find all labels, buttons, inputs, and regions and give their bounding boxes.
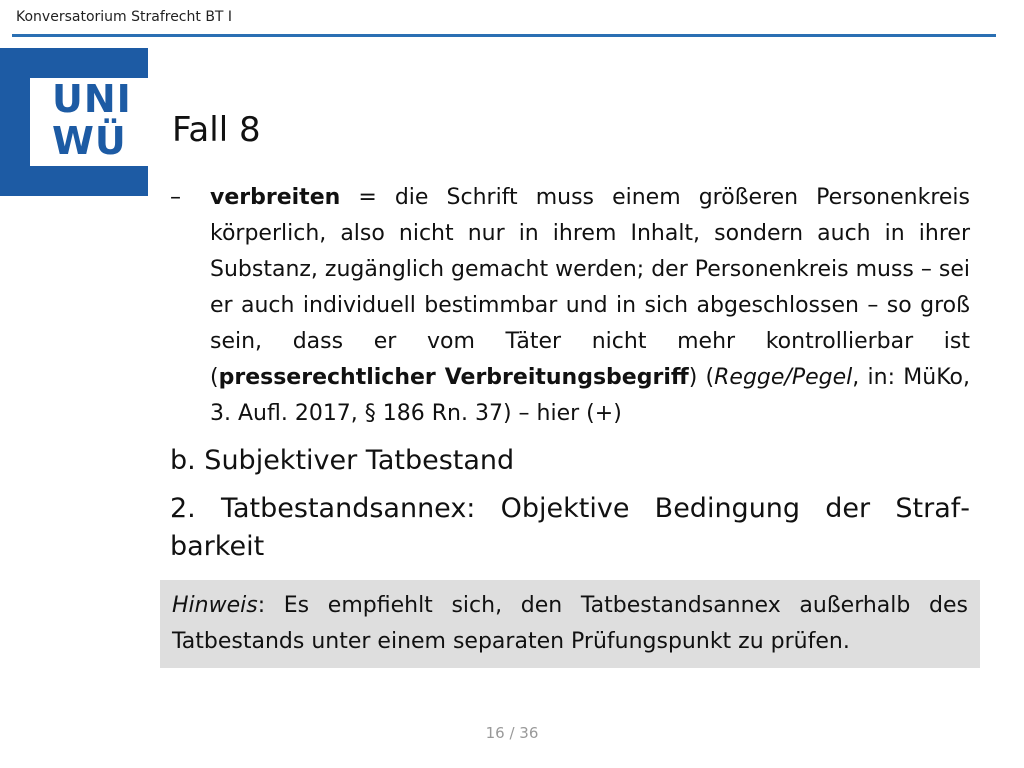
citation-open: ) ( [688,365,715,390]
term-verbreiten: verbreiten [210,185,341,210]
logo-text [52,78,148,162]
logo-line-1: UNI [52,77,132,121]
bullet-text [210,180,970,432]
header-title: Konversatorium Strafrecht BT I [16,9,233,25]
note-label: Hinweis [172,593,258,618]
header-divider [12,34,996,37]
citation-text: , in: MüKo, 3. Aufl. 2017, § 186 Rn. 37) – hier (+) [210,365,970,426]
definition-text: = die Schrift muss einem größeren Personenkreis körperlich, also nicht nur in ihrem Inhalt, sondern auch in ihrer Substanz, zugänglich gemacht werden; der Personenkreis muss – sei er auch individuell bestimmbar und in sich abgeschlossen – so groß sein, dass er vom Täter nicht mehr kontrollierbar ist ( [210,185,970,390]
slide-title: Fall 8 [172,110,261,150]
term-verbreitungsbegriff: presserechtlicher Verbreitungsbegriff [218,365,689,390]
note-box [160,580,980,668]
page-number: 16 / 36 [485,724,539,742]
university-logo [0,48,148,196]
slide-content [170,180,970,668]
logo-line-2: WÜ [52,119,127,163]
heading-tatbestandsannex: 2. Tatbestandsannex: Objektive Bedingung der Strafbarkeit [170,493,970,562]
bullet-item [170,180,970,432]
note-text: : Es empfiehlt sich, den Tatbestandsannex außerhalb des Tatbestands unter einem separaten Prüfungspunkt zu prüfen. [172,593,968,654]
citation-author: Regge/Pegel [714,365,853,390]
heading-subjektiver-tatbestand: b. Subjektiver Tatbestand [170,445,515,476]
bullet-marker: – [170,185,181,210]
